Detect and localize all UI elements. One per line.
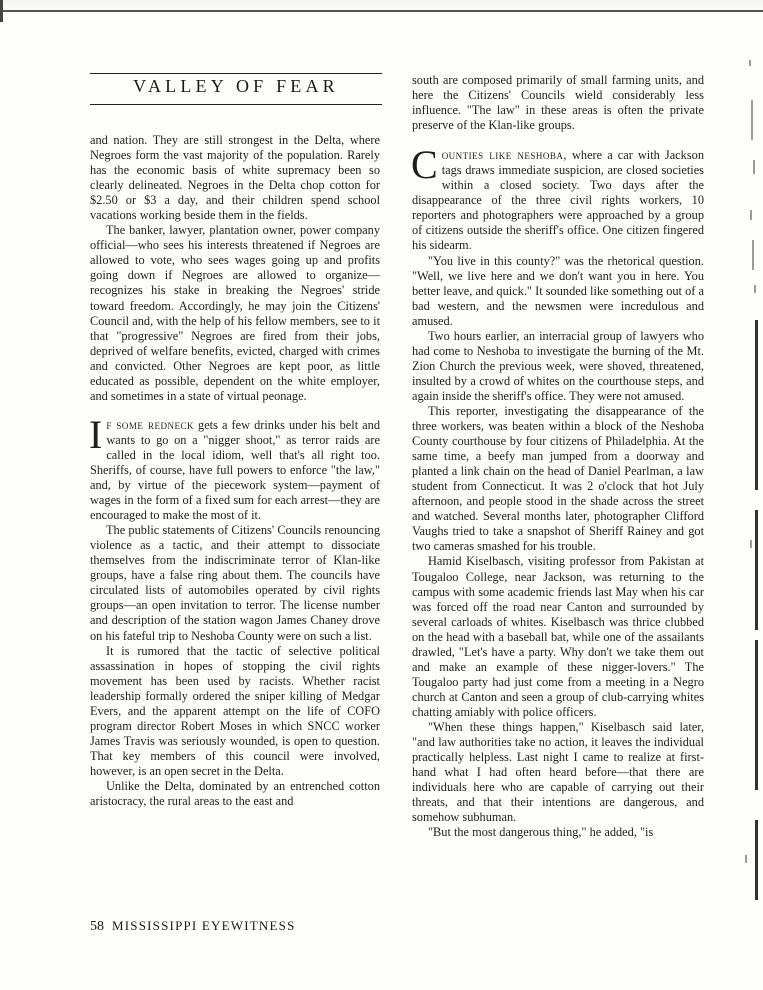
right-paragraph-3: "You live in this county?" was the rhetorical question. "Well, we live here and we don't want you in here. You better leave, and quick." It sounded like something out of a bad western, and the newsmen were incredulous and amused. [412, 253, 704, 328]
right-paragraph-6: Hamid Kiselbasch, visiting professor from Pakistan at Tougaloo College, near Jackson, was returning to the campus with some academic friends last May when his car was forced off the road near Canton and surrounded by several carloads of whites. Kiselbasch was thrice clubbed on the head with a baseball bat, while one of the assailants drawled, "Let's have a party. Why don't we take them out and make an example of these nigger-lovers." The Tougaloo party had just come from a meeting in a Negro church at Canton and seen a group of club-carrying whites chatting amiably with police officers. [412, 554, 704, 719]
right-paragraph-5: This reporter, investigating the disappearance of the three workers, was beaten within a block of the Neshoba County courthouse by four citizens of Philadelphia. At the same time, a beefy man jumped from a doorway and planted a link chain on the head of Daniel Pearlman, a law student from Connecticut. It was 2 o'clock that hot July afternoon, and people stood in the shade across the street and watched. Several months later, photographer Clifford Vaughs tried to take a snapshot of Sheriff Rainey and got two cameras smashed for his trouble. [412, 403, 704, 554]
paragraph-text: gets a few drinks under his belt and wants to go on a "nigger shoot," as terror raids are called in the local idiom, well that's all right too. Sheriffs, of course, have full powers to enforce "the law," and, by virtue of the piecework system—payment of wages in the form of a fixed sum for each arrest—they are encouraged to make the most of it. [90, 417, 380, 523]
left-paragraph-6: Unlike the Delta, dominated by an entrenched cotton aristocracy, the rural areas to the east and [90, 778, 380, 809]
left-column [90, 133, 380, 809]
left-paragraph-2: The banker, lawyer, plantation owner, power company official—who sees his interests threatened if Negroes are allowed to vote, who sees wages going up and profits going down if Negroes are allowed to organize—recognizes his stake in breaking the Negroes' stride toward freedom. Accordingly, he may join the Citizens' Council and, with the help of his fellow members, see to it that "progressive" Negroes are fired from their jobs, deprived of welfare benefits, evicted, charged with crimes and convicted. Other Negroes are kept poor, as little educated as possible, dependent on the white employer, and sometimes in a state of virtual peonage. [90, 223, 380, 403]
right-paragraph-7: "When these things happen," Kiselbasch said later, "and law authorities take no action, it leaves the individual practically helpless. Last night I came to realize at first-hand what I had often heard before—that there are individuals here who are capable of carrying out their threats, and that their intentions are dangerous, and somehow subhuman. [412, 719, 704, 825]
left-paragraph-5: It is rumored that the tactic of selective political assassination in hopes of stopping the civil rights movement has been used by racists. Whether racist leadership formally ordered the sniper killing of Medgar Evers, and the apparent attempt on the life of COFO program director Robert Moses in which SNCC worker James Travis was seriously wounded, is open to question. That key members of this council were involved, however, is an open secret in the Delta. [90, 643, 380, 778]
scan-top-edge [0, 0, 763, 12]
paragraph-text: where a car with Jackson tags draws immediate suspicion, are closed societies within a closed society. Two days after the disappearance of the three civil rights workers, 10 reporters and photographers were approached by a group of citizens outside the sheriff's office. One citizen fingered his sidearm. [412, 148, 704, 253]
section-title: VALLEY OF FEAR [133, 76, 339, 96]
right-paragraph-1: south are composed primarily of small farming units, and here the Citizens' Councils wield considerably less influence. "The law" in these areas is often the private preserve of the Klan-like groups. [412, 73, 704, 133]
right-column [412, 73, 704, 840]
left-paragraph-3 [89, 411, 380, 523]
right-paragraph-2 [411, 142, 704, 253]
drop-cap-letter: C [411, 142, 438, 188]
page-number: 58 [90, 919, 104, 934]
left-paragraph-4: The public statements of Citizens' Councils renouncing violence as a tactic, and their attempt to dissociate themselves from the indiscriminate terror of Klan-like groups, have a false ring about them. The councils have circulated lists of automobiles operated by civil rights groups—an open invitation to terror. The license number and description of the station wagon James Chaney drove on his fateful trip to Neshoba County were on such a list. [90, 523, 380, 643]
scan-margin-marks [741, 40, 763, 940]
header-rule-bottom [90, 104, 382, 105]
header-rule-top [90, 73, 382, 74]
drop-cap-letter: I [89, 411, 103, 457]
lead-in-smallcaps: f some redneck [106, 417, 194, 432]
section-break [412, 133, 704, 148]
publication-name: MISSISSIPPI EYEWITNESS [112, 918, 296, 933]
lead-in-smallcaps: ounties like neshoba, [441, 148, 567, 163]
left-paragraph-1: and nation. They are still strongest in the Delta, where Negroes form the vast majority of the population. Rarely has the economic basis of white supremacy been so clearly delineated. Negroes in the Delta chop cotton for $2.50 or $3 a day, and their children spend school vacations working beside them in the fields. [90, 133, 380, 223]
right-paragraph-4: Two hours earlier, an interracial group of lawyers who had come to Neshoba to investigate the burning of the Mt. Zion Church the previous week, were shoved, threatened, insulted by a crowd of whites on the courthouse steps, and again inside the sheriff's office. They were not amused. [412, 328, 704, 403]
page-footer [90, 918, 296, 935]
scan-left-tick [0, 0, 3, 22]
section-break [90, 404, 380, 418]
right-paragraph-8: "But the most dangerous thing," he added, "is [428, 825, 654, 840]
